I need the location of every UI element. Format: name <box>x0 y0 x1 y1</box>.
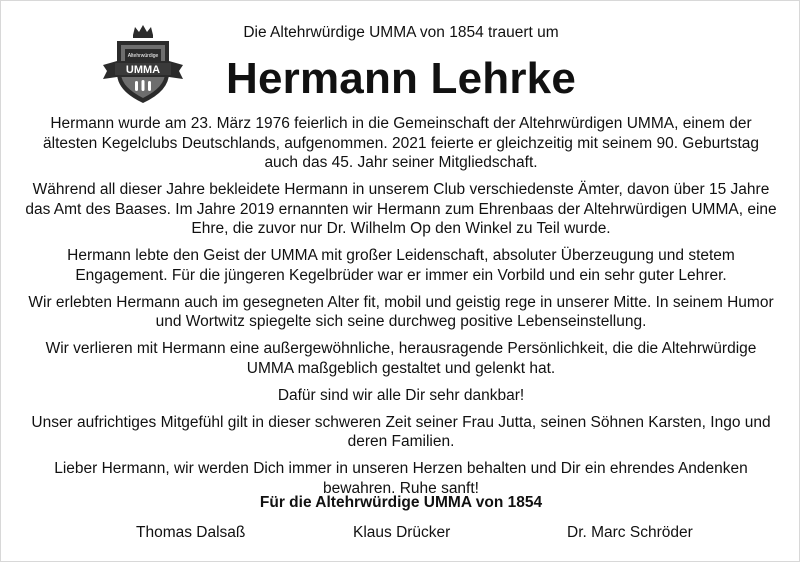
signoff-line: Für die Altehrwürdige UMMA von 1854 <box>259 494 543 511</box>
crest-banner-text: UMMA <box>125 64 161 76</box>
paragraph: Dafür sind wir alle Dir sehr dankbar! <box>277 386 525 404</box>
paragraph: Lieber Hermann, wir werden Dich immer in unseren Herzen behalten und Dir ein ehrendes Andenken bewahren. Ruhe sanft! <box>54 460 748 497</box>
signer-name: Dr. Marc Schröder <box>567 524 693 541</box>
intro-line: Die Altehrwürdige UMMA von 1854 trauert um <box>243 24 559 41</box>
paragraph: Während all dieser Jahre bekleidete Hermann in unserem Club verschiedenste Ämter, davon über 15 Jahre das Amt des Baases. Im Jahre 2019 ernannten wir Hermann zum Ehrenbaas der Altehrwürdigen UMMA, eine Ehre, die zuvor nur Dr. Wilhelm Op den Winkel zu Teil wurde. <box>25 181 777 237</box>
crest-small-text: Altehrwürdige <box>127 53 159 59</box>
crest-crown-shield-icon <box>99 21 187 107</box>
paragraph: Wir verlieren mit Hermann eine außergewöhnliche, herausragende Persönlichkeit, die die Altehrwürdige UMMA maßgeblich gestaltet und gelenkt hat. <box>45 340 757 377</box>
deceased-name: Hermann Lehrke <box>225 54 577 103</box>
signer-name: Thomas Dalsaß <box>136 524 246 541</box>
paragraph: Hermann lebte den Geist der UMMA mit großer Leidenschaft, absoluter Überzeugung und stetem Engagement. Für die jüngeren Kegelbrüder war er immer ein Vorbild und ein sehr guter Lehrer. <box>67 247 735 284</box>
signers <box>1 523 800 543</box>
obituary-body <box>25 114 777 506</box>
paragraph: Unser aufrichtiges Mitgefühl gilt in dieser schweren Zeit seiner Frau Jutta, seinen Söhnen Karsten, Ingo und deren Familien. <box>31 413 771 450</box>
paragraph: Wir erlebten Hermann auch im gesegneten Alter fit, mobil und geistig rege in unserer Mitte. In seinem Humor und Wortwitz spiegelte sich seine durchweg positive Lebenseinstellung. <box>28 293 774 330</box>
signer-name: Klaus Drücker <box>353 524 451 541</box>
paragraph: Hermann wurde am 23. März 1976 feierlich in die Gemeinschaft der Altehrwürdigen UMMA, einem der ältesten Kegelclubs Deutschlands, aufgenommen. 2021 feierte er gleichzeitig mit seinem 90. Geburtstag auch das 45. Jahr seiner Mitgliedschaft. <box>43 115 759 171</box>
